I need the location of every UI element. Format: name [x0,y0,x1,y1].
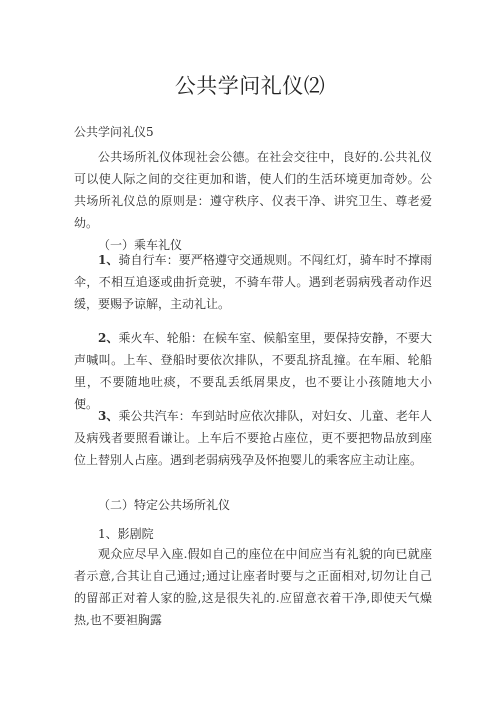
subsection-1-heading: 1、影剧院 [98,527,154,541]
item-3-paragraph [74,405,432,471]
item-3-number: 3、 [98,409,119,423]
item-3-text: 乘公共汽车：车到站时应依次排队，对妇女、儿童、老年人及病残者要照看谦让。上车后不要抢占座位，更不要把物品放到座位上替别人占座。遇到老弱病残孕及怀抱婴儿的乘客应主动让座。 [74,409,432,467]
item-2-number: 2、 [98,331,119,345]
item-2-text: 乘火车、轮船：在候车室、候船室里，要保持安静，不要大声喊叫。上车、登船时要依次排队，不要乱挤乱撞。在车厢、轮船里，不要随地吐痰，不要乱丢纸屑果皮，也不要让小孩随地大小便。 [74,331,432,411]
item-1-number: 1、 [98,253,119,267]
document-title: 公共学问礼仪⑵ [174,74,326,98]
document-subtitle: 公共学问礼仪5 [74,125,154,139]
item-1-text: 骑自行车：要严格遵守交通规则。不闯红灯，骑车时不撑雨伞，不相互追逐或曲折竞驶，不骑车带人。遇到老弱病残者动作迟缓，要赐予谅解，主动礼让。 [74,253,432,311]
section-2-heading: （二）特定公共场所礼仪 [98,498,231,512]
item-1-paragraph [74,249,432,315]
subsection-1-paragraph: 观众应尽早入座.假如自己的座位在中间应当有礼貌的向已就座者示意,合其让自己通过;通过让座者时要与之正面相对,切勿让自己的留部正对着人家的脸,这是很失礼的.应留意衣着干净,即使天气燥热,也不要袒胸露 [74,547,432,627]
item-2-paragraph [74,327,432,415]
section-1-heading: （一）乘车礼仪 [98,238,183,252]
intro-paragraph: 公共场所礼仪体现社会公德。在社会交往中，良好的.公共礼仪可以使人际之间的交往更加和谐，使人们的生活环境更加奇妙。公共场所礼仪总的原则是：遵守秩序、仪表干净、讲究卫生、尊老爱幼。 [74,150,432,230]
